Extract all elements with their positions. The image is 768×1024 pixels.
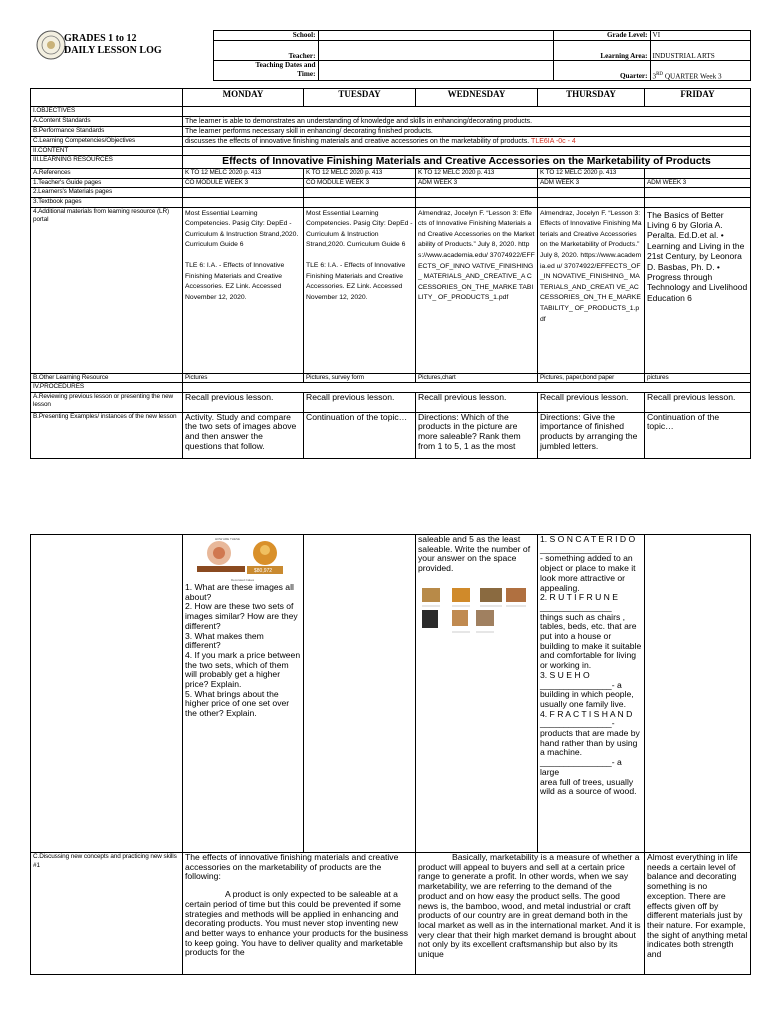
tg-tue: CO MODULE WEEK 3 xyxy=(304,178,416,188)
competencies-text: discusses the effects of innovative finishing materials and creative accessories on the marketability of products. TLE6IA -0c - 4 xyxy=(183,136,751,146)
review-mon: Recall previous lesson. xyxy=(183,392,304,412)
lesson-table-continued xyxy=(30,534,751,975)
content-standards-text: The learner is able to demonstrates an understanding of knowledge and skills in enhancing/decorating products. xyxy=(183,116,751,126)
learning-resources-heading: III.LEARNING RESOURCES xyxy=(31,156,183,169)
lr-label: 4.Additional materials from learning resource (LR) portal xyxy=(31,207,183,373)
other-thu: Pictures, paper,bond paper xyxy=(538,373,645,383)
jumbled-letters-cell xyxy=(538,535,645,853)
day-monday: MONDAY xyxy=(183,89,304,107)
ref-thu: K TO 12 MELC 2020 p. 413 xyxy=(538,169,645,179)
teacher-label: Teacher: xyxy=(213,41,318,61)
dates-label: Teaching Dates and Time: xyxy=(213,61,318,81)
lr-wed: Almendraz, Jocelyn F. “Lesson 3: Effects of Innovative Finishing Materials and Creative Accessories on the Marketability of Products.” July 8, 2020. https://www.academia.edu/ 37074922/EFFECTS_OF_INNO VATIVE_FINISHING_ MATERIALS_AND_CREATIVE_A CCESSORIES_ON_THE_MARKE TABILITY_ OF_PRODUCTS_1.pdf xyxy=(416,207,538,373)
jumbled-item-1: 1. S O N C A T E R I D O _______________ - something added to an object or place to make it look more attractive or appealing. xyxy=(540,534,636,593)
lesson-title: Effects of Innovative Finishing Materials and Creative Accessories on the Marketability of Products xyxy=(183,156,751,169)
other-wed: Pictures,chart xyxy=(416,373,538,383)
discussing-label: C.Discussing new concepts and practicing new skills #1 xyxy=(31,853,183,975)
review-wed: Recall previous lesson. xyxy=(416,392,538,412)
activity-questions: 1. What are these images all about? 2. How are these two sets of images similar? How are they different? 3. What makes them different? 4. If you mark a price between the two sets, which of them will probably get a higher price? Explain. 5. What brings about the higher price of one set over the other? Explain. xyxy=(185,582,301,719)
day-friday: FRIDAY xyxy=(645,89,751,107)
ref-wed: K TO 12 MELC 2020 p. 413 xyxy=(416,169,538,179)
discussing-wed-thu: Basically, marketability is a measure of whether a product will appeal to buyers and sell at a certain price range to generate a profit. In other words, when we say marketability, we are referring to the demand of the product and on how easy the product sells. The good news is, the bamboo, wood, and metal industrial or craft products of our country are in great demand both in the local market as well as in the international market. And it is very clear that their high market demand is brought about not only by its excellent craftsmanship but also by its unique xyxy=(416,853,645,975)
title-line1: GRADES 1 to 12 xyxy=(64,32,137,44)
review-tue: Recall previous lesson. xyxy=(304,392,416,412)
quarter-label: Quarter: xyxy=(553,61,650,81)
school-label: School: xyxy=(213,31,318,41)
teacher-value xyxy=(318,41,553,61)
other-tue: Pictures, survey form xyxy=(304,373,416,383)
competencies-label: C.Learning Competencies/Objectives xyxy=(31,136,183,146)
review-fri: Recall previous lesson. xyxy=(645,392,751,412)
lr-mon: Most Essential Learning Competencies. Pasig City: DepEd - Curriculum & Instruction Strand,2020. Curriculum Guide 6 TLE 6: I.A. - Effects of Innovative Finishing Materials and Creative Accessories. EZ Link. Accessed November 12, 2020. xyxy=(183,207,304,373)
svg-text:$80,972: $80,972 xyxy=(254,568,273,574)
review-thu: Recall previous lesson. xyxy=(538,392,645,412)
ranking-cell xyxy=(416,535,538,853)
discussing-fri: Almost everything in life needs a certain level of balance and decorating something is no exception. There are effects given off by different materials just by their nature. For example, the sight of anything metal indicates both strength and xyxy=(645,853,751,975)
product-pictures xyxy=(418,586,535,643)
other-resources-label: B.Other Learning Resource xyxy=(31,373,183,383)
ref-mon: K TO 12 MELC 2020 p. 413 xyxy=(183,169,304,179)
presenting-fri: Continuation of the topic… xyxy=(645,412,751,458)
lr-fri: The Basics of Better Living 6 by Gloria A. Peralta. Ed.D.et al. • Learning and Living in the 21st Century, by Leonora D. Basbas, Ph. D. • Progress through Technology and Livelihood Education 6 xyxy=(645,207,751,373)
references-label: A.References xyxy=(31,169,183,179)
tg-wed: ADM WEEK 3 xyxy=(416,178,538,188)
lr-tue: Most Essential Learning Competencies. Pasig City: DepEd - Curriculum & Instruction Strand,2020. Curriculum Guide 6 TLE 6: I.A. - Effects of Innovative Finishing Materials and Creative Accessories. EZ Link. Accessed November 12, 2020. xyxy=(304,207,416,373)
tg-mon: CO MODULE WEEK 3 xyxy=(183,178,304,188)
jumbled-item-4: 4. F R A C T I S H A N D _______________- products that are made by hand rather than by using a machine. xyxy=(540,708,640,758)
content-standards-label: A.Content Standards xyxy=(31,116,183,126)
review-label: A.Reviewing previous lesson or presenting the new lesson xyxy=(31,392,183,412)
presenting-wed: Directions: Which of the products in the picture are more saleable? Rank them from 1 to 5, 1 as the most xyxy=(416,412,538,458)
grade-level-value: VI xyxy=(650,31,750,41)
presenting-label: B.Presenting Examples/ instances of the new lesson xyxy=(31,412,183,458)
header-table xyxy=(30,30,751,81)
lm-label: 2.Learners's Materials pages xyxy=(31,188,183,198)
other-fri: pictures xyxy=(645,373,751,383)
jumbled-item-2: 2. R U T I F R U N E _______________ things such as chairs , tables, beds, etc. that are put into a house or building to make it suitable and comfortable for living or working in. xyxy=(540,592,642,671)
tb-label: 3.Textbook pages xyxy=(31,197,183,207)
title-line2: DAILY LESSON LOG xyxy=(64,44,162,56)
performance-standards-label: B.Performance Standards xyxy=(31,126,183,136)
tg-label: 1.Teacher's Guide pages xyxy=(31,178,183,188)
tg-thu: ADM WEEK 3 xyxy=(538,178,645,188)
day-tuesday: TUESDAY xyxy=(304,89,416,107)
jumbled-item-5: _______________- a large area full of trees, usually wild as a source of wood. xyxy=(540,757,637,797)
day-wednesday: WEDNESDAY xyxy=(416,89,538,107)
lr-thu: Almendraz, Jocelyn F. “Lesson 3: Effects of Innovative Finishing Materials and Creative Accessories on the Marketability of Products.” July 8, 2020. https://www.academia.ed u/ 37074922/EFFECTS_OF_IN NOVATIVE_FINISHING_ MATERIALS_AND_CREATI VE_ACCESSORIES_ON_TH E_MARKETABILITY_ OF_PRODUCTS_1.pdf xyxy=(538,207,645,373)
presenting-mon: Activity. Study and compare the two sets of images above and then answer the questions that follow. xyxy=(183,412,304,458)
ref-fri xyxy=(645,169,751,179)
content-heading: II.CONTENT xyxy=(31,146,183,156)
objectives-heading: I.OBJECTIVES xyxy=(31,107,183,117)
activity-images-cell xyxy=(183,535,304,853)
cakes-comparison-image: HOW ARE THESE $80,972 Decorated Cakes xyxy=(185,535,301,583)
discussing-mon-tue: The effects of innovative finishing materials and creative accessories on the marketability of products are the following: A product is only expected to be saleable at a certain period of time but this could be prevented if some strategies and methods will be applied in enhancing and decorating products. You must never stop inventing new and better ways to enhance your products for the business to keep going. You have to deliver quality and marketable products for the xyxy=(183,853,416,975)
ref-tue: K TO 12 MELC 2020 p. 413 xyxy=(304,169,416,179)
dates-value xyxy=(318,61,553,81)
svg-text:Decorated Cakes: Decorated Cakes xyxy=(231,578,255,582)
learning-area-label: Learning Area: xyxy=(553,41,650,61)
lesson-table xyxy=(30,88,751,459)
school-value xyxy=(318,31,553,41)
learning-area-value: INDUSTRIAL ARTS xyxy=(650,41,750,61)
performance-standards-text: The learner performs necessary skill in enhancing/ decorating finished products. xyxy=(183,126,751,136)
day-thursday: THURSDAY xyxy=(538,89,645,107)
jumbled-item-3: 3. S U E H O _______________- a building in which people, usually one family live. xyxy=(540,669,634,709)
grade-level-label: Grade Level: xyxy=(553,31,650,41)
ranking-directions-cont: saleable and 5 as the least saleable. Write the number of your answer on the space provided. xyxy=(418,534,531,574)
presenting-tue: Continuation of the topic… xyxy=(304,412,416,458)
quarter-value: 3RD QUARTER Week 3 xyxy=(650,61,750,81)
competency-code: TLE6IA -0c - 4 xyxy=(531,137,576,145)
procedures-heading: IV.PROCEDURES xyxy=(31,383,183,393)
other-mon: Pictures xyxy=(183,373,304,383)
tg-fri: ADM WEEK 3 xyxy=(645,178,751,188)
presenting-thu: Directions: Give the importance of finished products by arranging the jumbled letters. xyxy=(538,412,645,458)
